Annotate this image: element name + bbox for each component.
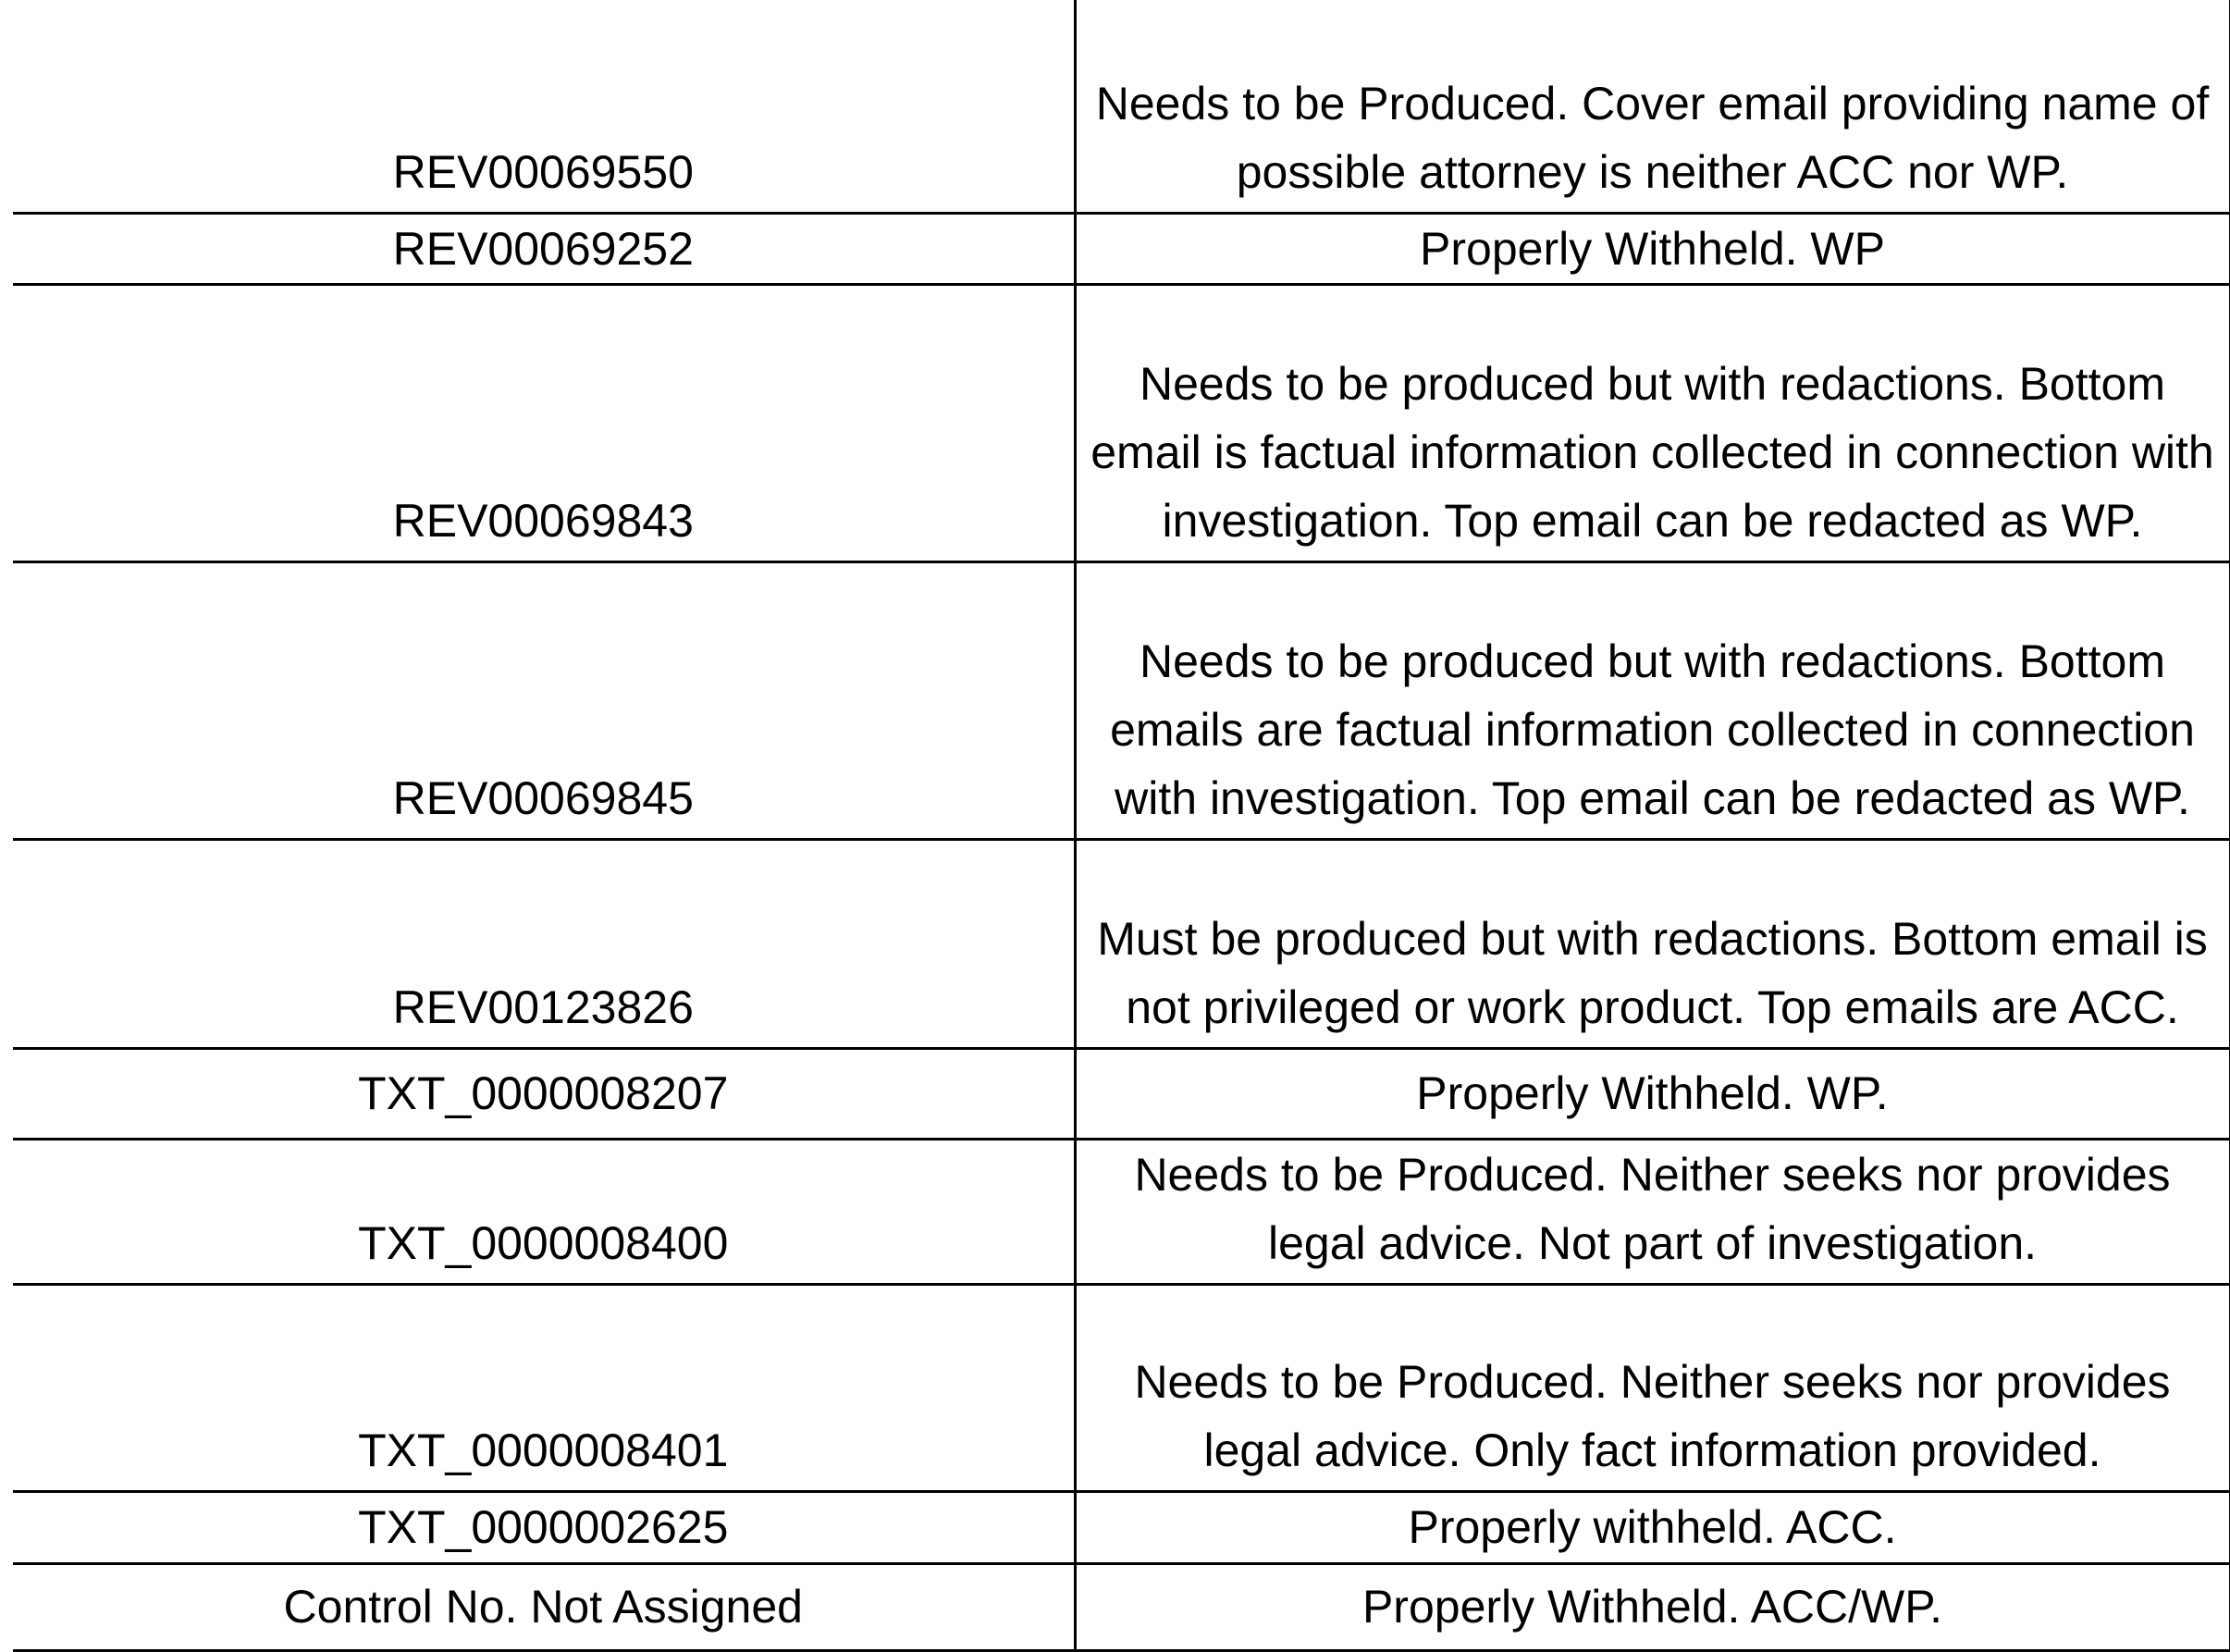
determination-cell: Needs to be Produced. Neither seeks nor provides legal advice. Not part of investigation. xyxy=(1075,1139,2230,1284)
determination-cell: Needs to be Produced. Neither seeks nor provides legal advice. Only fact information provided. xyxy=(1075,1284,2230,1491)
control-number-cell: REV00069252 xyxy=(13,213,1075,284)
control-number-cell: REV00123826 xyxy=(13,839,1075,1048)
table-row xyxy=(13,1563,2230,1650)
privilege-review-table xyxy=(13,0,2230,1652)
table-row xyxy=(13,1491,2230,1563)
determination-cell: Must be produced but with redactions. Bottom email is not privileged or work product. Top emails are ACC. xyxy=(1075,839,2230,1048)
control-number-cell: REV00069843 xyxy=(13,284,1075,561)
control-number-cell: TXT_0000008207 xyxy=(13,1048,1075,1139)
table-row xyxy=(13,284,2230,561)
table-row xyxy=(13,1139,2230,1284)
control-number-cell: Control No. Not Assigned xyxy=(13,1563,1075,1650)
control-number-cell: TXT_0000008401 xyxy=(13,1284,1075,1491)
determination-cell: Properly Withheld. ACC/WP. xyxy=(1075,1563,2230,1650)
table-row xyxy=(13,561,2230,839)
table-row xyxy=(13,1284,2230,1491)
determination-cell: Needs to be Produced. Cover email providing name of possible attorney is neither ACC nor WP. xyxy=(1075,0,2230,213)
control-number-cell: REV00069550 xyxy=(13,0,1075,213)
control-number-cell: TXT_0000002625 xyxy=(13,1491,1075,1563)
table-row xyxy=(13,839,2230,1048)
table-row xyxy=(13,213,2230,284)
determination-cell: Properly Withheld. WP. xyxy=(1075,1048,2230,1139)
determination-cell: Properly withheld. ACC. xyxy=(1075,1491,2230,1563)
table-row xyxy=(13,1048,2230,1139)
table-row xyxy=(13,0,2230,213)
determination-cell: Needs to be produced but with redactions. Bottom emails are factual information collected in connection with investigation. Top email can be redacted as WP. xyxy=(1075,561,2230,839)
determination-cell: Needs to be produced but with redactions. Bottom email is factual information collected in connection with investigation. Top email can be redacted as WP. xyxy=(1075,284,2230,561)
determination-cell: Properly Withheld. WP xyxy=(1075,213,2230,284)
control-number-cell: TXT_0000008400 xyxy=(13,1139,1075,1284)
control-number-cell: REV00069845 xyxy=(13,561,1075,839)
